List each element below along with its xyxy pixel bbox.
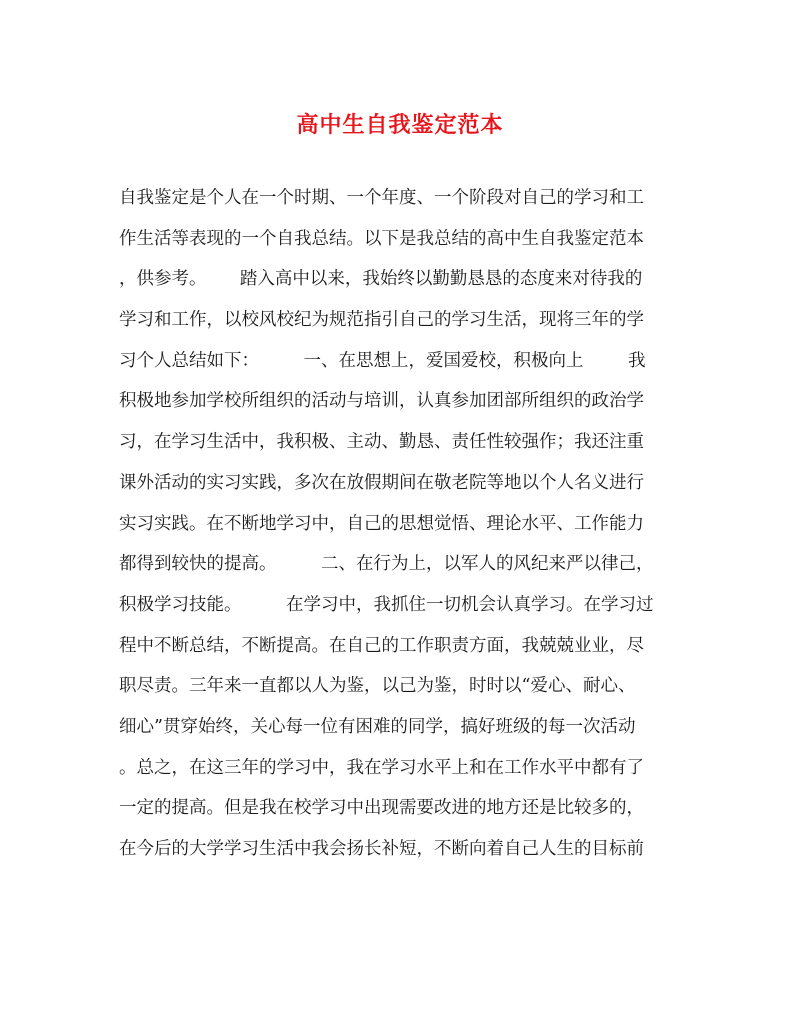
document-body bbox=[119, 178, 689, 870]
body-line: 学习和工作，以校风校纪为规范指引自己的学习生活，现将三年的学 bbox=[119, 310, 644, 331]
body-line: 在今后的大学学习生活中我会扬长补短，不断向着自己人生的目标前 bbox=[119, 839, 644, 859]
body-line: 作生活等表现的一个自我总结。以下是我总结的高中生自我鉴定范本 bbox=[119, 228, 644, 249]
body-line: 习，在学习生活中，我积极、主动、勤恳、责任性较强作；我还注重 bbox=[119, 432, 644, 453]
body-line: 职尽责。三年来一直都以人为鉴，以己为鉴，时时以“爱心、耐心、 bbox=[119, 676, 636, 697]
body-line: 程中不断总结，不断提高。在自己的工作职责方面，我兢兢业业，尽 bbox=[119, 635, 644, 656]
body-line: 习个人总结如下： 一、在思想上，爱国爱校，积极向上 我 bbox=[119, 350, 646, 371]
body-line: 细心”贯穿始终，关心每一位有困难的同学，搞好班级的每一次活动 bbox=[119, 716, 636, 737]
body-line: ，供参考。 踏入高中以来，我始终以勤勤恳恳的态度来对待我的 bbox=[119, 269, 643, 290]
body-line: 。总之，在这三年的学习中，我在学习水平上和在工作水平中都有了 bbox=[119, 757, 644, 778]
body-line: 都得到较快的提高。 二、在行为上，以军人的风纪来严以律己， bbox=[119, 554, 654, 575]
document-title: 高中生自我鉴定范本 bbox=[296, 112, 504, 138]
body-line: 积极地参加学校所组织的活动与培训，认真参加团部所组织的政治学 bbox=[119, 391, 644, 412]
body-line: 实习实践。在不断地学习中，自己的思想觉悟、理论水平、工作能力 bbox=[119, 513, 644, 534]
body-line: 积极学习技能。 在学习中，我抓住一切机会认真学习。在学习过 bbox=[119, 594, 654, 615]
body-line: 课外活动的实习实践，多次在放假期间在敬老院等地以个人名义进行 bbox=[119, 472, 644, 493]
body-line: 一定的提高。但是我在校学习中出现需要改进的地方还是比较多的， bbox=[119, 798, 644, 819]
body-line: 自我鉴定是个人在一个时期、一个年度、一个阶段对自己的学习和工 bbox=[119, 188, 644, 208]
